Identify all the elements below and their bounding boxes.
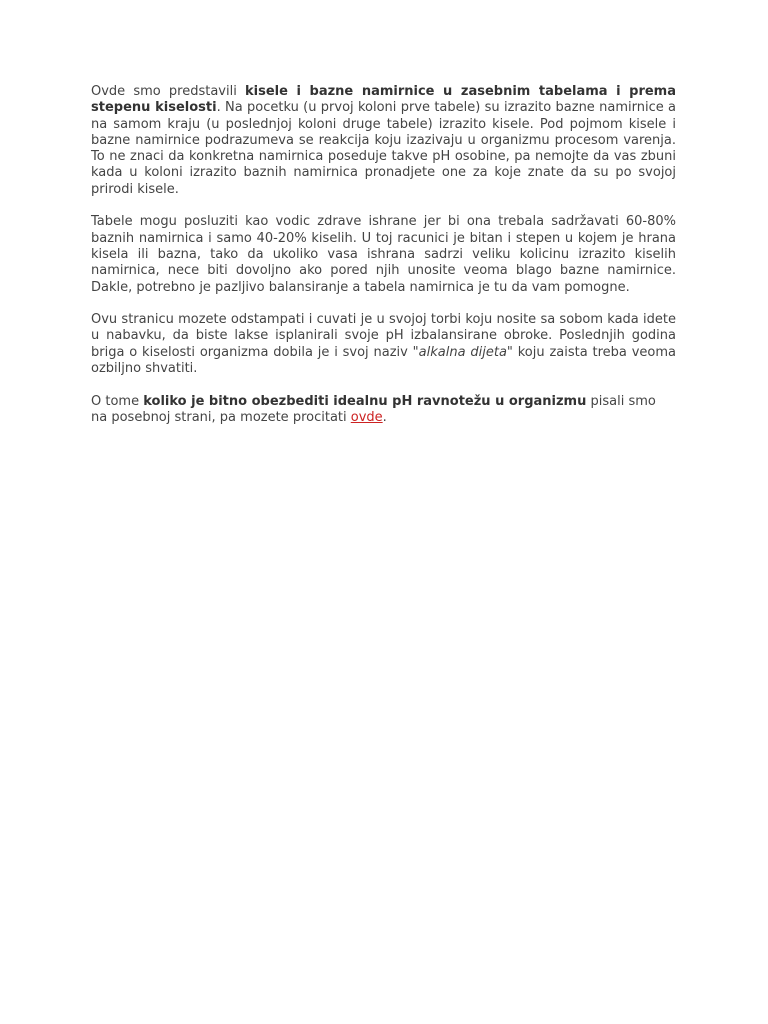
ovde-link[interactable]: ovde [350, 409, 383, 425]
print-page-text-rest: " koju zaista treba veoma ozbiljno shvatiti. [91, 344, 676, 377]
print-page-text-start: Ovu stranicu mozete odstampati i cuvati je u svojoj torbi koju nosite sa sobom kada idete u nabavku, da biste lakse isplanirali svoje pH izbalansirane obroke. Poslednjih godina briga o kiselosti organizma dobila je i svoj naziv " [91, 312, 676, 360]
intro-bold-phrase: kisele i bazne namirnice u zasebnim tabelama i prema stepenu kiselosti [91, 84, 676, 116]
intro-text-rest: . Na pocetku (u prvoj koloni prve tabele) su izrazito bazne namirnice a na samom kraju (u poslednjoj koloni druge tabele) izrazito kisele. Pod pojmom kisele i bazne namirnice podrazumeva se reakcija koju izazivaju u organizmu procesom varenja. To ne znaci da konkretna namirnica poseduje takve pH osobine, pa nemojte da vas zbuni kada u koloni izrazito baznih namirnica pronadjete one za koje znate da su po svojoj prirodi kisele. [91, 100, 676, 197]
paragraph-print-page [91, 312, 676, 377]
ph-balance-text-start: O tome [91, 393, 144, 409]
paragraph-intro [91, 84, 676, 198]
ph-balance-text-mid: pisali smo na posebnoj strani, pa mozete procitati [91, 393, 656, 425]
tables-guide-text: Tabele mogu posluziti kao vodic zdrave ishrane jer bi ona trebala sadržavati 60-80% baznih namirnica i samo 40-20% kiselih. U toj racunici je bitan i stepen u kojem je hrana kisela ili bazna, tako da ukoliko vasa ishrana sadrzi veliku kolicinu izrazito kiselih namirnica, nece biti dovoljno ako pored njih unosite veoma blago bazne namirnice. Dakle, potrebno je pazljivo balansiranje a tabela namirnica je tu da vam pomogne. [91, 214, 676, 295]
document-page [91, 84, 676, 443]
paragraph-ph-balance [91, 394, 676, 427]
diet-name-italic: alkalna dijeta [418, 344, 507, 360]
ph-balance-bold-phrase: koliko je bitno obezbediti idealnu pH ravnotežu u organizmu [143, 393, 587, 409]
intro-text-start: Ovde smo predstavili [91, 84, 246, 99]
paragraph-tables-guide [91, 214, 676, 295]
ph-balance-text-end: . [382, 409, 387, 425]
